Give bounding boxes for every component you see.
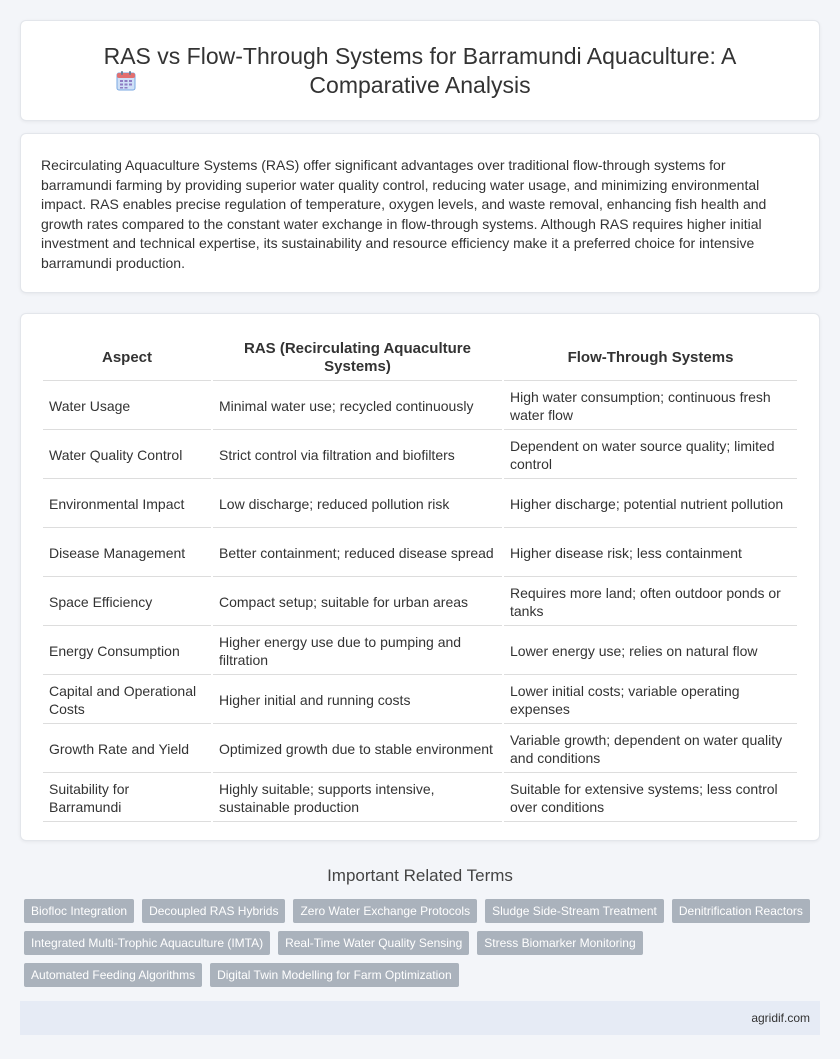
tag-digital-twin[interactable]: Digital Twin Modelling for Farm Optimization [210,963,459,987]
tag-real-time-sensing[interactable]: Real-Time Water Quality Sensing [278,931,469,955]
cell-ras: Better containment; reduced disease spread [213,530,502,577]
cell-flow-through: Higher discharge; potential nutrient pollution [504,481,797,528]
table-row [43,481,797,528]
tag-sludge-side-stream[interactable]: Sludge Side-Stream Treatment [485,899,664,923]
cell-flow-through: Dependent on water source quality; limited control [504,432,797,479]
cell-flow-through: Requires more land; often outdoor ponds or tanks [504,579,797,626]
header-ras: RAS (Recirculating Aquaculture Systems) [213,335,502,381]
table-row [43,628,797,675]
table-row [43,432,797,479]
cell-ras: Highly suitable; supports intensive, sustainable production [213,775,502,822]
comparison-table [41,333,799,824]
cell-aspect: Space Efficiency [43,579,211,626]
table-row [43,530,797,577]
tag-stress-biomarker[interactable]: Stress Biomarker Monitoring [477,931,642,955]
cell-ras: Strict control via filtration and biofilters [213,432,502,479]
intro-paragraph: Recirculating Aquaculture Systems (RAS) offer significant advantages over traditional flow-through systems for barramundi farming by providing superior water quality control, reducing water usage, and minimizing environmental impact. RAS enables precise regulation of temperature, oxygen levels, and waste removal, enhancing fish health and growth rates compared to the constant water exchange in flow-through systems. Although RAS requires higher initial investment and technical expertise, its sustainability and resource efficiency make it a preferred choice for intensive barramundi production. [41,157,767,271]
page-title: RAS vs Flow-Through Systems for Barramundi Aquaculture: A Comparative Analysis [103,42,737,98]
tag-decoupled-ras-hybrids[interactable]: Decoupled RAS Hybrids [142,899,285,923]
footer-site-link[interactable]: agridif.com [751,1011,810,1025]
related-terms-tags [0,899,840,987]
cell-aspect: Suitability for Barramundi [43,775,211,822]
cell-aspect: Growth Rate and Yield [43,726,211,773]
cell-ras: Higher initial and running costs [213,677,502,724]
cell-ras: Optimized growth due to stable environment [213,726,502,773]
cell-flow-through: Lower initial costs; variable operating expenses [504,677,797,724]
cell-flow-through: Suitable for extensive systems; less control over conditions [504,775,797,822]
title-wrap [61,42,779,100]
calendar-icon [115,70,137,92]
table-row [43,775,797,822]
tag-automated-feeding[interactable]: Automated Feeding Algorithms [24,963,202,987]
tag-imta[interactable]: Integrated Multi-Trophic Aquaculture (IMTA) [24,931,270,955]
cell-aspect: Water Quality Control [43,432,211,479]
intro-card [20,133,820,293]
cell-flow-through: Higher disease risk; less containment [504,530,797,577]
footer [20,1001,820,1035]
cell-aspect: Energy Consumption [43,628,211,675]
cell-flow-through: Variable growth; dependent on water quality and conditions [504,726,797,773]
cell-aspect: Disease Management [43,530,211,577]
title-card [20,20,820,121]
cell-ras: Compact setup; suitable for urban areas [213,579,502,626]
cell-flow-through: Lower energy use; relies on natural flow [504,628,797,675]
cell-ras: Low discharge; reduced pollution risk [213,481,502,528]
tag-zero-water-exchange[interactable]: Zero Water Exchange Protocols [293,899,477,923]
table-header-row [43,335,797,381]
cell-flow-through: High water consumption; continuous fresh water flow [504,383,797,430]
table-row [43,677,797,724]
header-flow-through: Flow-Through Systems [504,335,797,381]
related-terms-title: Important Related Terms [327,866,513,885]
cell-aspect: Water Usage [43,383,211,430]
related-terms-section [0,866,840,987]
tag-denitrification-reactors[interactable]: Denitrification Reactors [672,899,810,923]
table-row [43,579,797,626]
comparison-table-card [20,313,820,841]
cell-ras: Minimal water use; recycled continuously [213,383,502,430]
cell-ras: Higher energy use due to pumping and filtration [213,628,502,675]
cell-aspect: Environmental Impact [43,481,211,528]
cell-aspect: Capital and Operational Costs [43,677,211,724]
tag-biofloc-integration[interactable]: Biofloc Integration [24,899,134,923]
table-row [43,726,797,773]
header-aspect: Aspect [43,335,211,381]
table-row [43,383,797,430]
